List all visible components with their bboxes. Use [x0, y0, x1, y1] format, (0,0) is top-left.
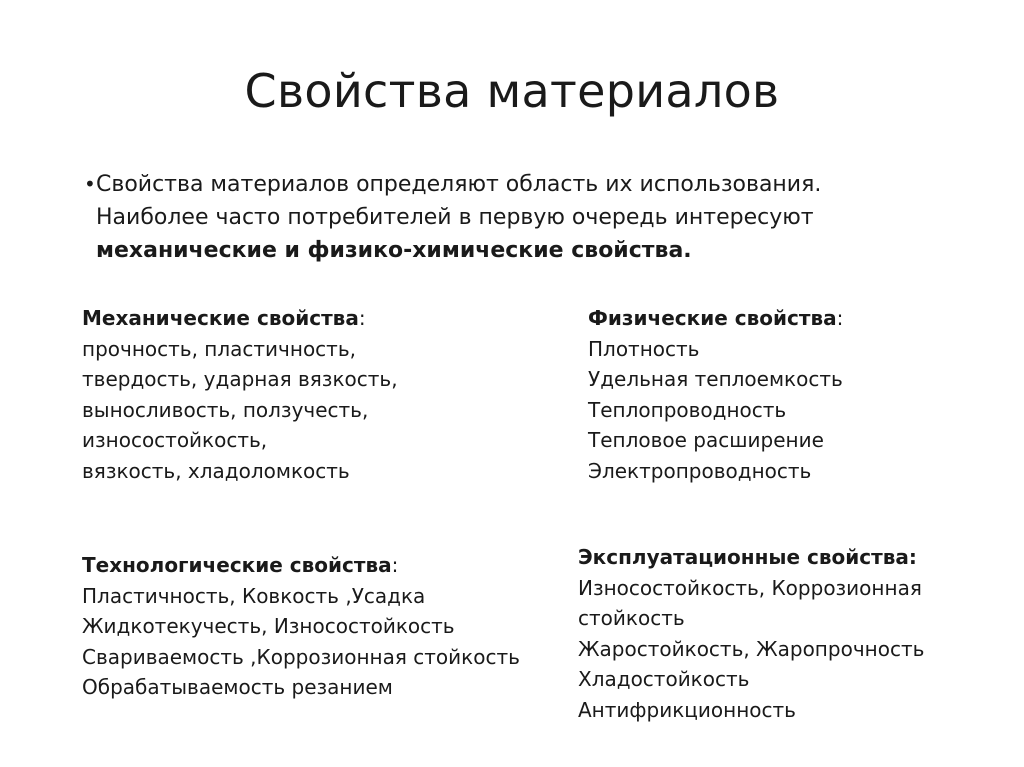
- technological-item: Свариваемость ,Коррозионная стойкость: [82, 644, 520, 669]
- technological-item: Пластичность, Ковкость ,Усадка: [82, 583, 426, 608]
- physical-item: Теплопроводность: [588, 397, 787, 422]
- operational-properties-block: [578, 542, 924, 725]
- operational-item: Износостойкость, Коррозионная: [578, 575, 922, 600]
- physical-heading: Физические свойства: [588, 306, 837, 330]
- mechanical-item: вязкость, хладоломкость: [82, 458, 350, 483]
- technological-heading-colon: :: [391, 553, 399, 577]
- technological-heading-line: [82, 550, 520, 581]
- operational-item: Жаростойкость, Жаропрочность: [578, 636, 925, 661]
- mechanical-properties-block: [82, 303, 398, 486]
- operational-item: Антифрикционность: [578, 697, 796, 722]
- intro-paragraph: [96, 168, 936, 267]
- mechanical-item: износостойкость,: [82, 428, 268, 452]
- physical-item: Тепловое расширение: [588, 428, 824, 452]
- mechanical-heading-line: [82, 303, 398, 334]
- mechanical-heading-colon: :: [358, 306, 366, 330]
- intro-line-2: Наиболее часто потребителей в первую очередь интересуют: [96, 205, 814, 230]
- technological-properties-block: [82, 550, 520, 703]
- technological-heading: Технологические свойства: [82, 553, 392, 577]
- mechanical-heading: Механические свойства: [82, 306, 359, 330]
- physical-item: Удельная теплоемкость: [588, 367, 843, 391]
- bullet-marker: •: [84, 172, 96, 196]
- operational-heading: Эксплуатационные свойства:: [578, 545, 917, 569]
- physical-item: Электропроводность: [588, 458, 812, 483]
- mechanical-item: выносливость, ползучесть,: [82, 397, 369, 422]
- physical-heading-colon: :: [836, 306, 844, 330]
- physical-heading-line: [588, 303, 843, 334]
- physical-properties-block: [588, 303, 843, 486]
- physical-item: Плотность: [588, 336, 700, 361]
- intro-line-3-bold: механические и физико-химические свойства.: [96, 238, 692, 263]
- technological-item: Обрабатываемость резанием: [82, 675, 393, 699]
- slide-title: Свойства материалов: [244, 64, 780, 118]
- mechanical-item: прочность, пластичность,: [82, 336, 356, 361]
- operational-item: Хладостойкость: [578, 667, 750, 691]
- technological-item: Жидкотекучесть, Износостойкость: [82, 614, 455, 638]
- mechanical-item: твердость, ударная вязкость,: [82, 367, 398, 391]
- operational-item: стойкость: [578, 606, 685, 630]
- intro-line-1: Свойства материалов определяют область их использования.: [96, 172, 822, 197]
